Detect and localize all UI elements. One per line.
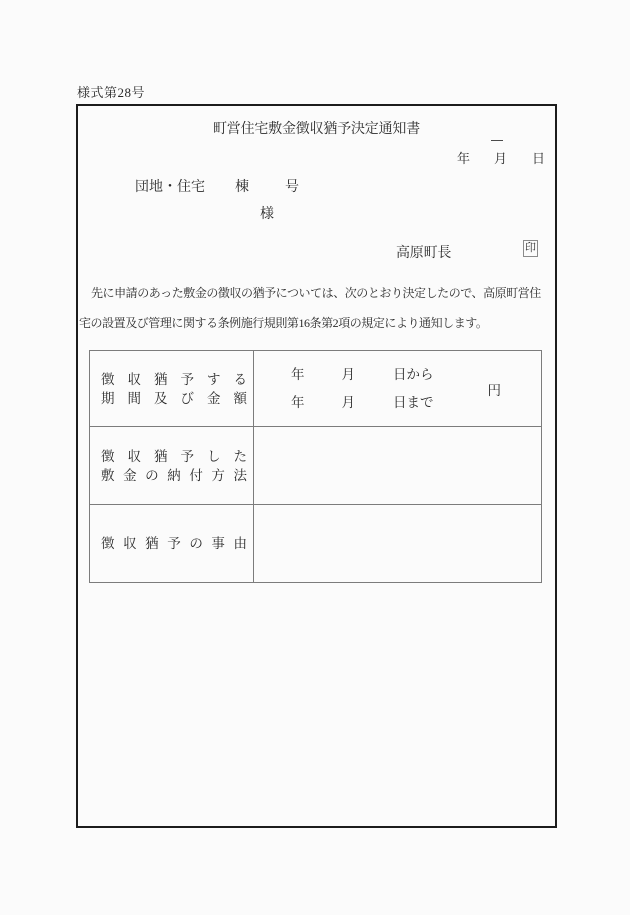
amount-unit-label: 円 bbox=[487, 382, 501, 398]
to-month-label: 月 bbox=[341, 395, 355, 410]
label-line: 徴収猶予の事由 bbox=[101, 536, 247, 551]
payment-method-label-cell bbox=[90, 427, 254, 505]
from-month-label: 月 bbox=[341, 367, 355, 382]
issue-date-line bbox=[457, 148, 545, 167]
from-day-label: 日から bbox=[393, 367, 434, 382]
to-year-label: 年 bbox=[291, 395, 305, 410]
housing-complex-label: 団地・住宅 bbox=[135, 180, 205, 195]
period-amount-value-cell bbox=[254, 351, 542, 427]
seal-placeholder: 印 bbox=[523, 240, 538, 257]
period-from-line bbox=[291, 363, 434, 383]
to-day-label: 日まで bbox=[393, 395, 434, 410]
table-row-payment-method bbox=[90, 427, 542, 505]
date-day-label: 日 bbox=[531, 151, 545, 166]
label-line: 期間及び金額 bbox=[101, 390, 247, 406]
notice-border-box bbox=[76, 104, 557, 828]
era-placeholder-line bbox=[491, 140, 503, 141]
label-line: 敷金の納付方法 bbox=[101, 467, 247, 483]
date-year-label: 年 bbox=[456, 151, 470, 166]
building-label: 棟 bbox=[235, 180, 249, 195]
period-to-line bbox=[291, 391, 434, 411]
notice-table bbox=[89, 350, 542, 583]
period-amount-label-cell bbox=[90, 351, 254, 427]
reason-label-cell bbox=[90, 505, 254, 583]
table-row-period-amount bbox=[90, 351, 542, 427]
from-year-label: 年 bbox=[291, 367, 305, 382]
addressee-honorific: 様 bbox=[260, 207, 274, 222]
date-month-label: 月 bbox=[493, 151, 507, 166]
table-row-reason bbox=[90, 505, 542, 583]
issuer-name: 高原町長 bbox=[396, 246, 452, 261]
label-line: 徴収猶予した bbox=[101, 448, 247, 464]
form-number: 様式第28号 bbox=[77, 85, 146, 100]
body-line-2: 宅の設置及び管理に関する条例施行規則第16条第2項の規定により通知します。 bbox=[79, 316, 488, 330]
addressee-line bbox=[135, 176, 299, 196]
label-line: 徴収猶予する bbox=[101, 371, 247, 387]
notice-body bbox=[79, 278, 547, 338]
payment-method-value-cell bbox=[254, 427, 542, 505]
unit-number-label: 号 bbox=[285, 180, 299, 195]
document-title: 町営住宅敷金徴収猶予決定通知書 bbox=[213, 122, 420, 137]
body-line-1: 先に申請のあった敷金の徴収の猶予については、次のとおり決定したので、高原町営住 bbox=[91, 286, 541, 300]
reason-value-cell bbox=[254, 505, 542, 583]
